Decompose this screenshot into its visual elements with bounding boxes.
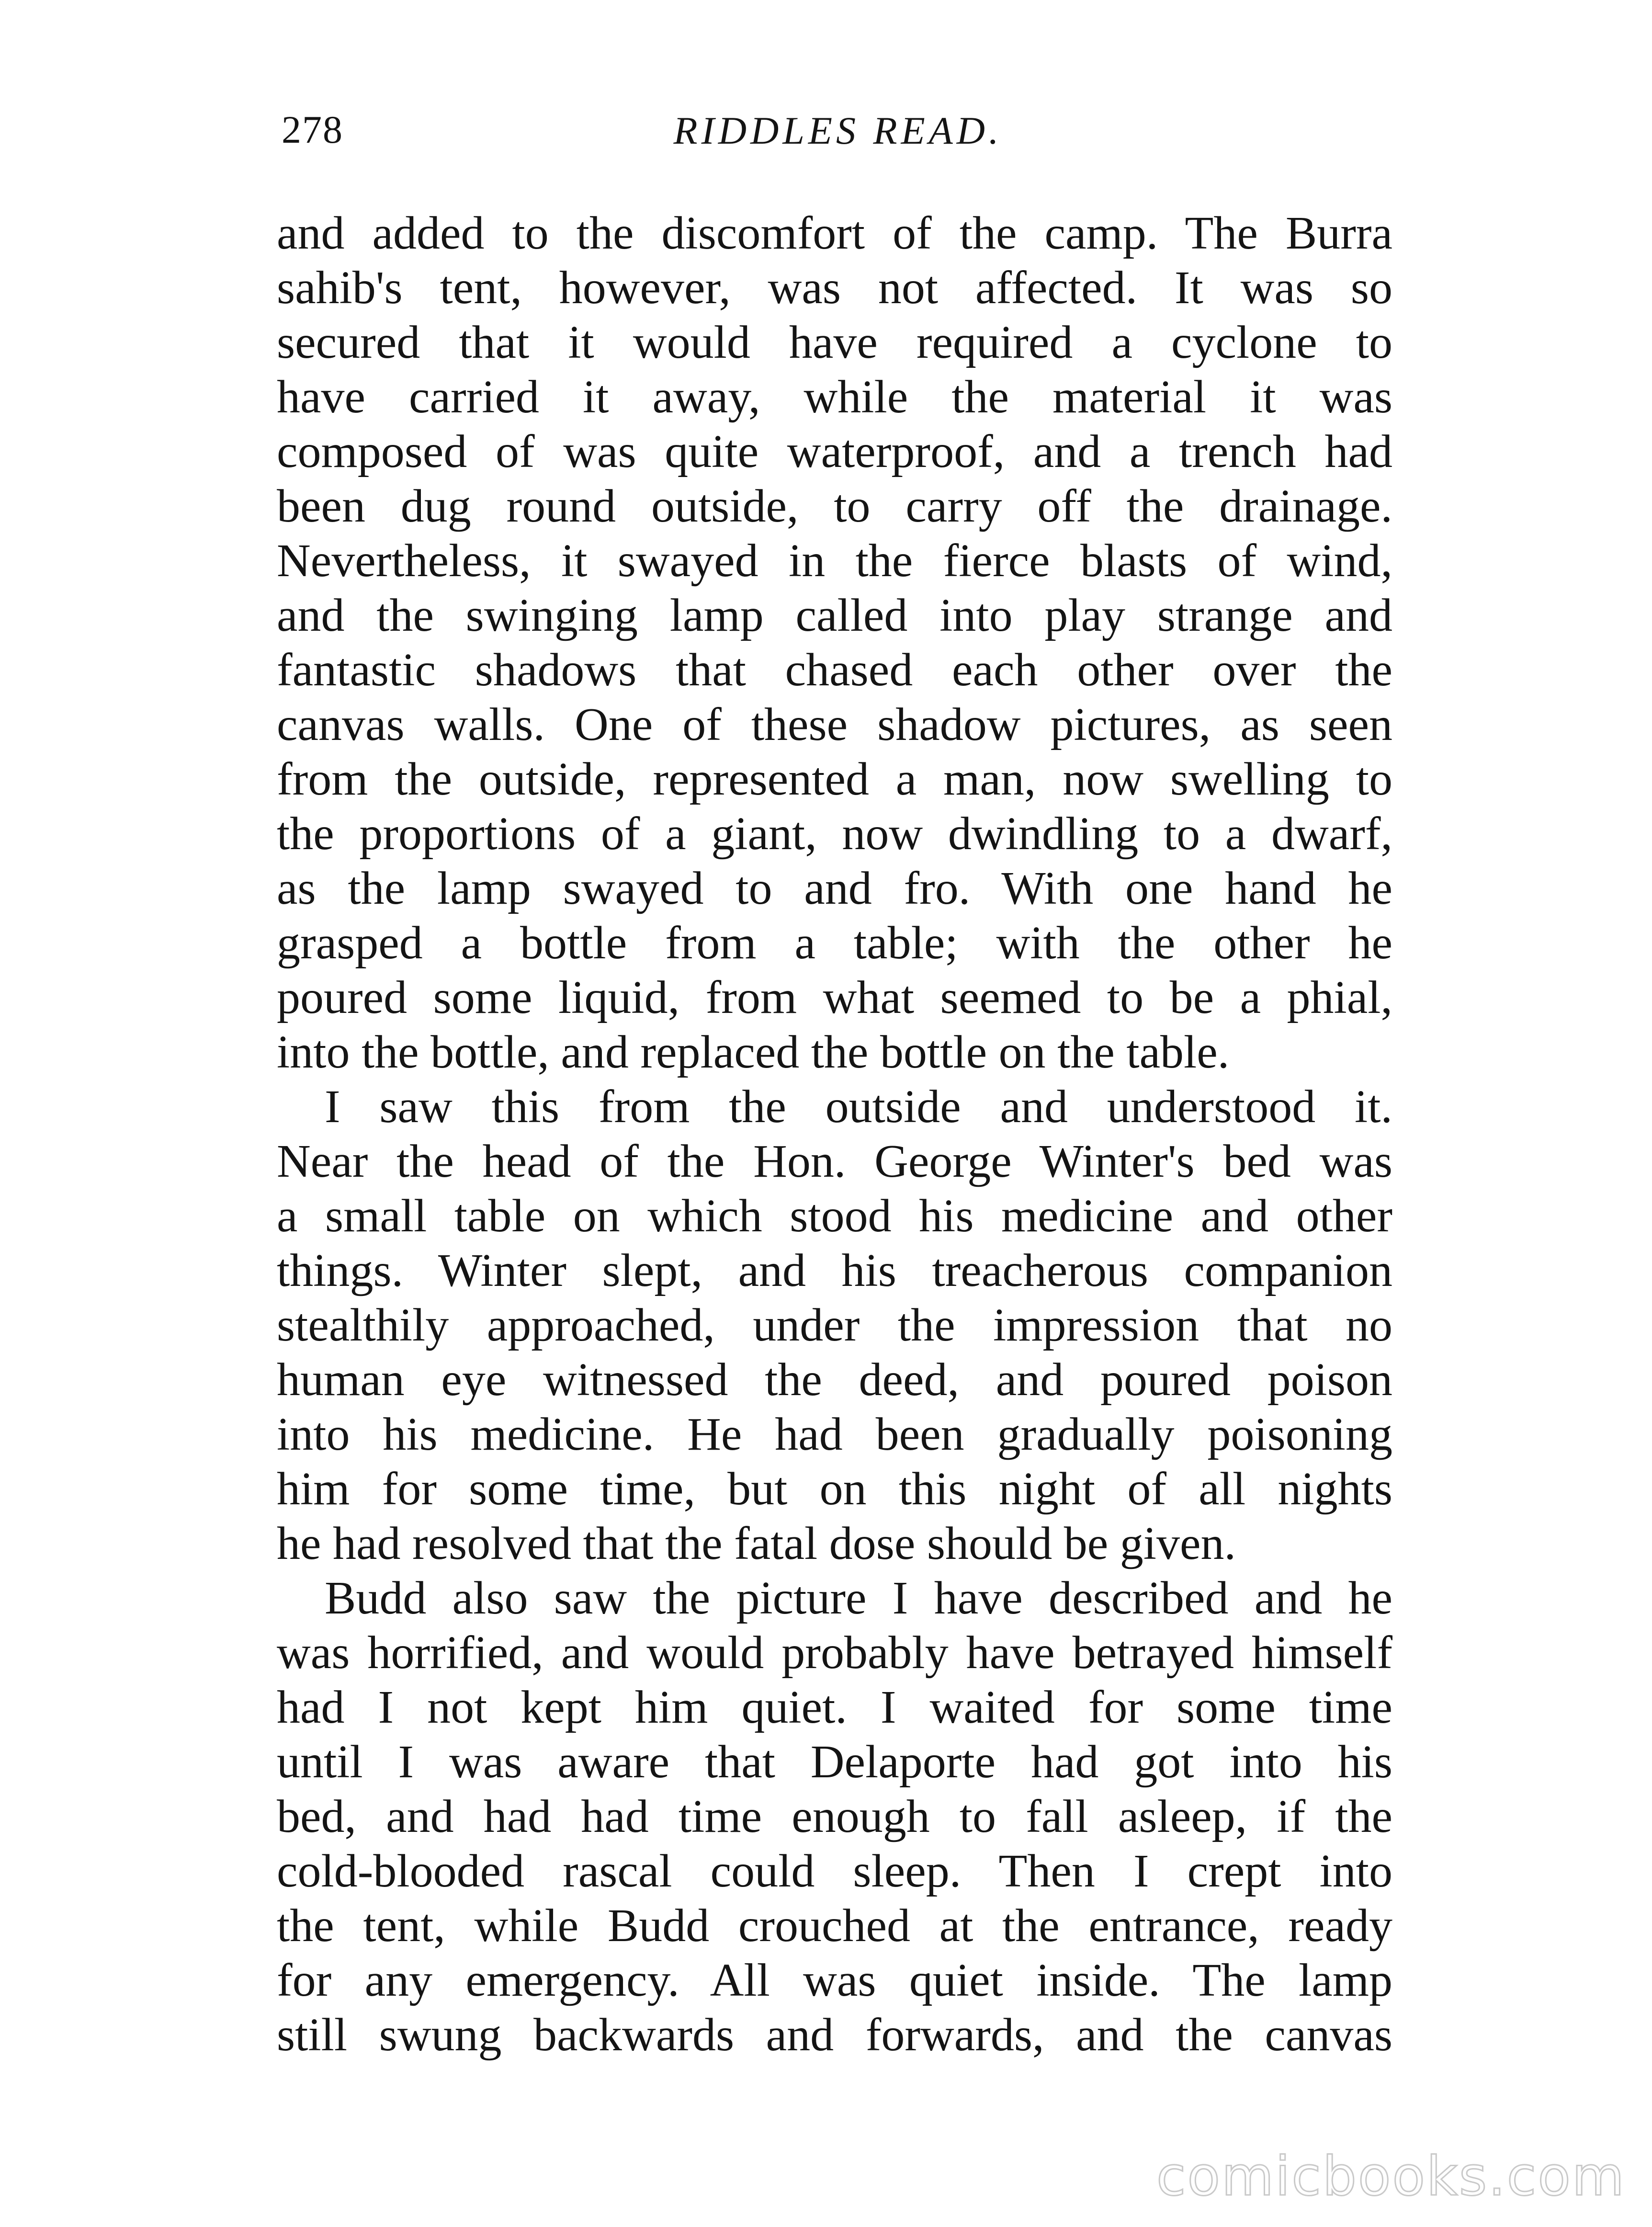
text-line: canvas walls. One of these shadow pictures, as seen [277,699,1392,750]
text-line: Near the head of the Hon. George Winter's bed was [277,1136,1392,1187]
text-line: composed of was quite waterproof, and a trench had [277,426,1392,477]
text-line: sahib's tent, however, was not affected. It was so [277,262,1392,314]
running-title: RIDDLES READ. [673,109,1003,152]
text-line: been dug round outside, to carry off the drainage. [277,480,1392,532]
text-line: I saw this from the outside and understood it. [325,1081,1392,1133]
text-line: from the outside, represented a man, now swelling to [277,753,1392,805]
text-line: have carried it away, while the material it was [277,371,1392,423]
text-line: still swung backwards and forwards, and the canvas [277,2009,1392,2061]
text-line: Budd also saw the picture I have described and he [325,1572,1392,1624]
text-line: into his medicine. He had been gradually poisoning [277,1409,1392,1460]
text-line: fantastic shadows that chased each other over the [277,644,1392,696]
body-text [277,206,1392,2062]
paragraph [277,206,1392,1079]
text-line: had I not kept him quiet. I waited for some time [277,1682,1392,1733]
text-line: the tent, while Budd crouched at the entrance, ready [277,1900,1392,1952]
text-line: him for some time, but on this night of all nights [277,1463,1392,1515]
text-line: a small table on which stood his medicine and other [277,1190,1392,1242]
text-line: cold-blooded rascal could sleep. Then I crept into [277,1845,1392,1897]
text-line: stealthily approached, under the impression that no [277,1299,1392,1351]
text-line: he had resolved that the fatal dose should be given. [277,1518,1236,1569]
watermark: comicbooks.com [1156,2146,1626,2208]
text-line: and added to the discomfort of the camp. The Burra [277,207,1392,259]
paragraph [277,1571,1392,2062]
paragraph [277,1079,1392,1571]
text-line: and the swinging lamp called into play strange and [277,590,1392,641]
text-line: until I was aware that Delaporte had got into his [277,1736,1392,1788]
text-line: secured that it would have required a cyclone to [277,317,1392,368]
text-line: for any emergency. All was quiet inside. The lamp [277,1954,1392,2006]
text-line: as the lamp swayed to and fro. With one hand he [277,863,1392,914]
text-line: grasped a bottle from a table; with the other he [277,917,1392,969]
text-line: poured some liquid, from what seemed to be a phial, [277,972,1392,1023]
text-line: the proportions of a giant, now dwindling to a dwarf, [277,808,1392,860]
text-line: Nevertheless, it swayed in the fierce blasts of wind, [277,535,1392,587]
text-line: bed, and had had time enough to fall asleep, if the [277,1791,1392,1842]
text-line: human eye witnessed the deed, and poured poison [277,1354,1392,1406]
text-line: was horrified, and would probably have betrayed himself [277,1627,1392,1679]
page-number: 278 [282,108,343,151]
text-line: into the bottle, and replaced the bottle on the table. [277,1026,1230,1078]
text-line: things. Winter slept, and his treacherous companion [277,1245,1392,1296]
